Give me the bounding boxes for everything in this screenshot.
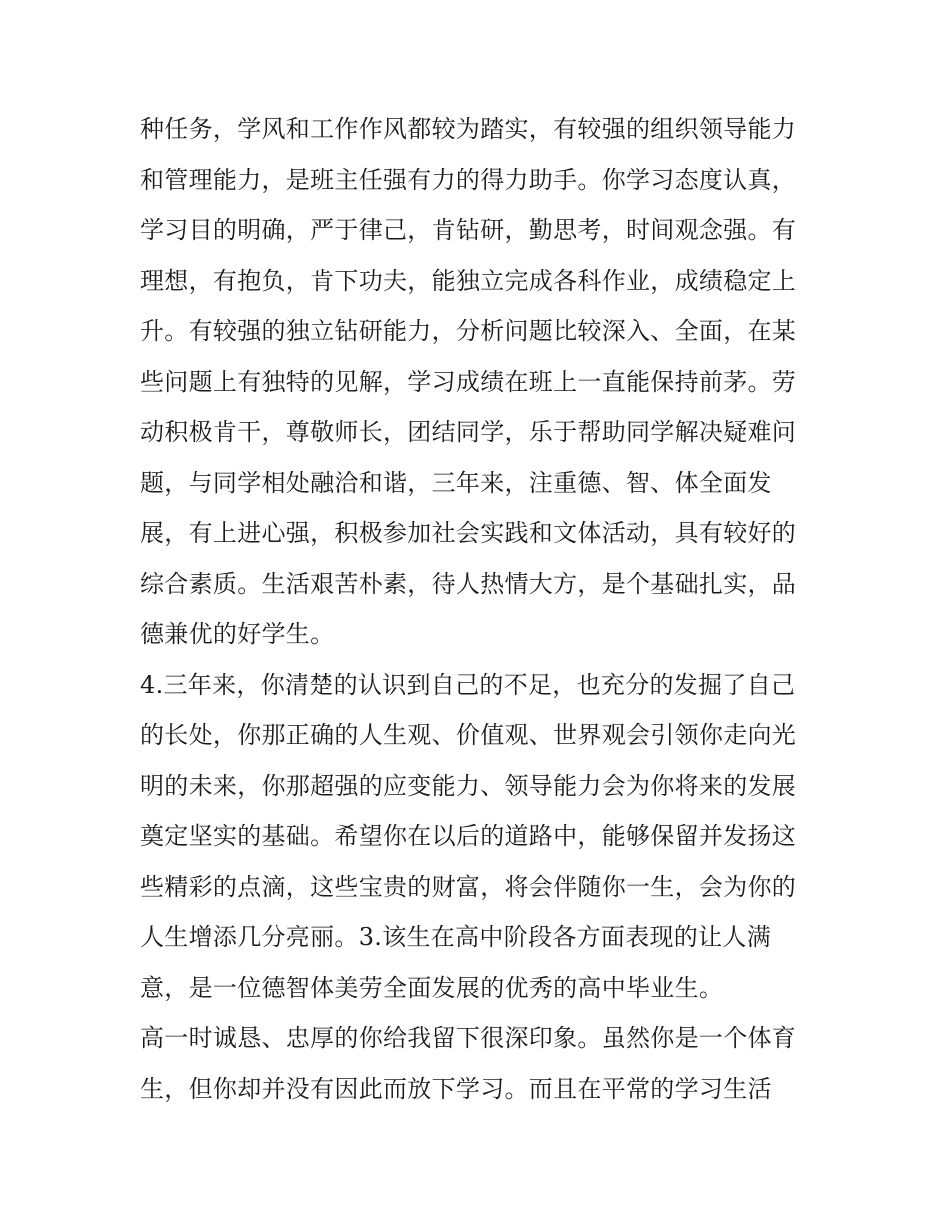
text-line-5: 升。有较强的独立钻研能力，分析问题比较深入、全面，在某 [140, 317, 797, 345]
text-line-9: 展，有上进心强，积极参加社会实践和文体活动，具有较好的 [140, 519, 797, 547]
text-line-7: 动积极肯干，尊敬师长，团结同学，乐于帮助同学解决疑难问 [140, 418, 797, 446]
text-line-3: 学习目的明确，严于律己，肯钻研，勤思考，时间观念强。有 [140, 216, 797, 244]
text-line-18: 意，是一位德智体美劳全面发展的优秀的高中毕业生。 [140, 973, 724, 1002]
text-line-10: 综合素质。生活艰苦朴素，待人热情大方，是个基础扎实，品 [140, 569, 797, 598]
document-body [140, 104, 820, 1114]
text-line-20: 生，但你却并没有因此而放下学习。而且在平常的学习生活 [140, 1074, 772, 1103]
text-line-2: 和管理能力，是班主任强有力的得力助手。你学习态度认真， [140, 165, 797, 194]
text-line-8: 题，与同学相处融洽和谐，三年来，注重德、智、体全面发 [140, 468, 772, 497]
text-line-14: 明的未来，你那超强的应变能力、领导能力会为你将来的发展 [140, 771, 797, 800]
text-line-11: 德兼优的好学生。 [140, 620, 335, 648]
text-line-13: 的长处，你那正确的人生观、价值观、世界观会引领你走向光 [140, 721, 797, 749]
text-line-19: 高一时诚恳、忠厚的你给我留下很深印象。虽然你是一个体育 [140, 1024, 797, 1052]
text-line-4: 理想，有抱负，肯下功夫，能独立完成各科作业，成绩稳定上 [140, 266, 797, 295]
text-line-17: 人生增添几分亮丽。3.该生在高中阶段各方面表现的让人满 [140, 923, 771, 951]
text-line-15: 奠定坚实的基础。希望你在以后的道路中，能够保留并发扬这 [140, 822, 797, 850]
text-line-6: 些问题上有独特的见解，学习成绩在班上一直能保持前茅。劳 [140, 367, 797, 396]
text-line-16: 些精彩的点滴，这些宝贵的财富，将会伴随你一生，会为你的 [140, 872, 797, 901]
text-line-1: 种任务，学风和工作作风都较为踏实，有较强的组织领导能力 [140, 115, 797, 143]
text-line-12: 4.三年来，你清楚的认识到自己的不足，也充分的发掘了自己 [140, 670, 796, 699]
